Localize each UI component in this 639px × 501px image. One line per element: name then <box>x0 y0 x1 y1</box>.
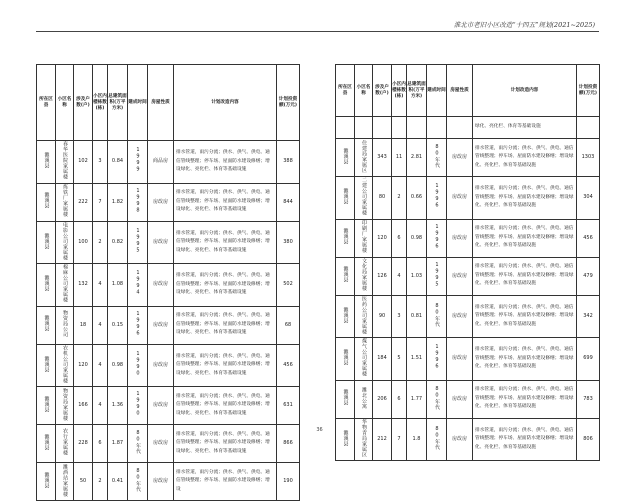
cell-content: 排水管道，雨污分流；供水、供气、供电、通信管线整理；停车场、屋面防水建设修缮；增设绿化、亮化栏、体育等基础设施 <box>174 306 277 344</box>
cell-year <box>427 295 447 338</box>
cell-investment: 844 <box>277 183 300 221</box>
cell-nature: 房改房 <box>148 183 174 221</box>
col-buildings: 小区内楼栋数(栋) <box>392 65 407 117</box>
cell-area: 1.82 <box>108 183 128 221</box>
cell-district <box>37 306 56 344</box>
cell-district <box>336 295 355 338</box>
name-text: 春华医院家属楼 <box>62 141 68 180</box>
cell-households: 228 <box>74 425 93 463</box>
col-area: 总建筑面积(万平方米) <box>108 65 128 141</box>
cell-investment: 456 <box>277 344 300 387</box>
col-households: 涉及户数(户) <box>373 65 392 117</box>
cell-households: 206 <box>373 380 392 418</box>
col-content: 计划改造内容 <box>473 65 577 117</box>
district-text: 濉溪县 <box>43 275 50 292</box>
cell-district <box>37 141 56 184</box>
table-row <box>37 221 300 264</box>
header-divider <box>36 31 599 32</box>
cell-district <box>336 380 355 418</box>
cell-year <box>427 380 447 418</box>
cell-area: 0.82 <box>108 221 128 264</box>
cell-nature: 房改房 <box>447 418 473 461</box>
year-text: 1996 <box>434 223 440 250</box>
district-text: 濉溪县 <box>342 188 349 205</box>
cell-investment: 68 <box>277 306 300 344</box>
cell-year <box>128 463 148 501</box>
cell-content: 排水管道，雨污分流；供水、供气、供电、通信管线整理；停车场、屋面防水建设修缮；增设绿化、亮化栏、体育等基础设施 <box>473 380 577 418</box>
right-table <box>335 64 600 461</box>
cell-buildings: 7 <box>93 183 108 221</box>
cell-content: 排水管道，雨污分流；供水、供气、供电、通信管线整理；停车场、屋面防水建设修缮；增设绿化、亮化栏、体育等基础设施 <box>473 338 577 381</box>
cell-district <box>336 139 355 177</box>
cell-district <box>336 338 355 381</box>
name-text: 住建局家属区 <box>361 139 367 173</box>
name-text: 医药公司家属楼 <box>361 295 367 334</box>
cell-investment: 502 <box>277 264 300 307</box>
col-investment: 计划投资额(万元) <box>277 65 300 141</box>
cell-district <box>37 183 56 221</box>
cell-content: 排水管道，雨污分流；供水、供气、供电、通信管线整理；停车场、屋面防水建设修缮；增设绿化、亮化栏、体育等基础设施 <box>174 183 277 221</box>
district-text: 濉溪县 <box>342 228 349 245</box>
table-row <box>336 418 600 461</box>
cell-name <box>355 139 373 177</box>
cell-households: 102 <box>74 141 93 184</box>
name-text: 农行家属楼 <box>62 428 68 456</box>
year-text: 1996 <box>434 344 440 371</box>
cell-name <box>355 219 373 257</box>
name-text: 印刷厂家属楼 <box>361 220 367 253</box>
cell-investment: 479 <box>577 257 600 295</box>
cell-nature: 房改房 <box>447 177 473 220</box>
cell-name <box>355 418 373 461</box>
cell-nature: 房改房 <box>447 338 473 381</box>
table-row <box>336 295 600 338</box>
year-text: 1996 <box>135 310 141 337</box>
col-nature: 房屋性质 <box>148 65 174 141</box>
cell-households: 126 <box>373 257 392 295</box>
cell-district <box>336 219 355 257</box>
district-text: 濉溪县 <box>43 355 50 372</box>
cell-investment: 456 <box>577 219 600 257</box>
district-text: 濉溪县 <box>342 429 349 446</box>
page-number: 36 <box>316 427 323 433</box>
cell-investment: 304 <box>577 177 600 220</box>
cell-nature: 房改房 <box>148 221 174 264</box>
col-name: 小区名称 <box>56 65 74 141</box>
cell-district <box>336 257 355 295</box>
cell-district <box>37 344 56 387</box>
district-text: 濉溪县 <box>342 306 349 323</box>
cell-households: 166 <box>74 387 93 425</box>
cell-households: 212 <box>373 418 392 461</box>
cell-buildings: 6 <box>93 425 108 463</box>
cell-households: 90 <box>373 295 392 338</box>
year-text: 80年代 <box>135 468 141 492</box>
cell-content: 排水管道，雨污分流；供水、供气、供电、通信管线整理；停车场、屋面防水建设修缮；增设绿化、亮化栏、体育等基础设施 <box>174 221 277 264</box>
cell-year <box>128 141 148 184</box>
col-households: 涉及户数(户) <box>74 65 93 141</box>
year-text: 80年代 <box>434 385 440 410</box>
cell-area: 1.8 <box>407 418 427 461</box>
cell-content: 排水管道，雨污分流；供水、供气、供电、通信管线整理；停车场、屋面防水建设修缮；增设绿化、亮化栏、体育等基础设施 <box>473 219 577 257</box>
table-row <box>37 264 300 307</box>
table-row <box>336 380 600 418</box>
year-text: 1995 <box>135 227 141 254</box>
cell-content: 排水管道，雨污分流；供水、供气、供电、通信管线整理；停车场、屋面防水建设修缮；增设绿化、亮化栏、体育等基础设施 <box>473 418 577 461</box>
cell-households: 222 <box>74 183 93 221</box>
table-header-row <box>37 65 300 141</box>
cell-area: 1.08 <box>108 264 128 307</box>
cell-name <box>56 463 74 501</box>
cell-households: 120 <box>74 344 93 387</box>
district-text: 濉溪县 <box>43 395 50 413</box>
cell-investment: 699 <box>577 338 600 381</box>
cell-buildings: 4 <box>93 387 108 425</box>
cell-nature: 房改房 <box>447 139 473 177</box>
col-name: 小区名称 <box>355 65 373 117</box>
year-text: 80年代 <box>135 430 141 454</box>
cell-area: 0.98 <box>407 219 427 257</box>
table-header-row <box>336 65 600 117</box>
cell-content: 排水管道，雨污分流；供水、供气、供电、通信管线整理；停车场、屋面防水建设修缮；增设绿化、亮化栏、体育等基础设施 <box>473 257 577 295</box>
name-text: 濉北公寓 <box>361 386 367 409</box>
cell-content: 排水管道，雨污分流；供水、供气、供电、通信管线整理；停车场、屋面防水建设修缮；增设绿化、亮化栏、体育等基础设施 <box>174 425 277 463</box>
name-text: 物资局家属楼 <box>62 387 68 421</box>
col-year: 建成时间 <box>128 65 148 141</box>
district-text: 濉溪县 <box>43 192 50 209</box>
district-text: 濉溪县 <box>43 471 50 489</box>
cell-households: 100 <box>74 221 93 264</box>
cell-investment: 1303 <box>577 139 600 177</box>
year-text: 1990 <box>135 391 141 417</box>
cell-content: 排水管道，雨污分流；供水、供气、供电、通信管线整理；停车场、屋面防水建设修缮；增设绿化、亮化栏、体育等基础设施 <box>174 387 277 425</box>
cell-name <box>56 344 74 387</box>
table-row <box>37 141 300 184</box>
cell-investment: 783 <box>577 380 600 418</box>
cell-content: 排水管道，雨污分流；供水、供气、供电、通信管线整理；停车场、屋面防水建设修缮；增设绿化、亮化栏、体育等基础设施 <box>473 177 577 220</box>
cell-investment: 631 <box>277 387 300 425</box>
cell-district <box>37 387 56 425</box>
col-year: 建成时间 <box>427 65 447 117</box>
cell-district <box>336 418 355 461</box>
district-text: 濉溪县 <box>342 389 349 406</box>
cell-content: 排水管道，雨污分流；供水、供气、供电、通信管线整理；停车场、屋面防水建设修缮；增设绿化、亮化栏、体育等基础设施 <box>174 141 277 184</box>
name-text: 濉酒站家属楼 <box>62 463 68 497</box>
cell-name <box>355 338 373 381</box>
cell-buildings: 11 <box>392 139 407 177</box>
table-row <box>336 139 600 177</box>
cell-name <box>56 141 74 184</box>
cell-area: 0.15 <box>108 306 128 344</box>
cell-district <box>37 264 56 307</box>
cell-investment: 388 <box>277 141 300 184</box>
table-row <box>336 177 600 220</box>
year-text: 1998 <box>135 187 141 214</box>
cell-district <box>37 221 56 264</box>
cell-buildings: 2 <box>93 463 108 501</box>
col-district: 所在区县 <box>336 65 355 117</box>
cell-investment: 806 <box>577 418 600 461</box>
cell-year <box>427 418 447 461</box>
district-text: 濉溪县 <box>43 315 50 332</box>
cell-nature: 房改房 <box>148 344 174 387</box>
cell-buildings: 2 <box>93 221 108 264</box>
cell-nature: 房改房 <box>148 425 174 463</box>
cell-investment: 190 <box>277 463 300 501</box>
cell-households: 132 <box>74 264 93 307</box>
cell-year <box>128 306 148 344</box>
cell-name <box>355 177 373 220</box>
table-row <box>336 257 600 295</box>
continuation-content: 绿化、亮化栏、体育等基础设施 <box>473 117 577 139</box>
col-nature: 房屋性质 <box>447 65 473 117</box>
district-text: 濉溪县 <box>342 266 349 283</box>
cell-area: 0.66 <box>407 177 427 220</box>
cell-area: 1.36 <box>108 387 128 425</box>
cell-name <box>355 295 373 338</box>
cell-investment: 866 <box>277 425 300 463</box>
table-row <box>37 387 300 425</box>
cell-content: 排水管道，雨污分流；供水、供气、供电、通信管线整理；停车场、屋面防水建设修缮；增设绿化、亮化栏、体育等基础设施 <box>473 139 577 177</box>
cell-nature: 房改房 <box>148 264 174 307</box>
col-content: 计划改造内容 <box>174 65 277 141</box>
cell-buildings: 6 <box>392 380 407 418</box>
cell-area: 0.98 <box>108 344 128 387</box>
cell-nature: 房改房 <box>148 463 174 501</box>
cell-content: 排水管道，雨污分流；供水、供气、供电、通信管线整理；停车场、屋面防水建设修缮；增设绿化、亮化栏、体育等基础设施 <box>473 295 577 338</box>
cell-investment: 380 <box>277 221 300 264</box>
year-text: 80年代 <box>434 144 440 168</box>
table-row <box>37 306 300 344</box>
cell-nature: 房改房 <box>447 380 473 418</box>
cell-households: 184 <box>373 338 392 381</box>
district-text: 濉溪县 <box>43 152 50 169</box>
district-text: 濉溪县 <box>342 349 349 366</box>
col-buildings: 小区内楼栋数(栋) <box>93 65 108 141</box>
year-text: 1996 <box>434 183 440 210</box>
cell-year <box>128 264 148 307</box>
cell-nature: 商品房 <box>148 141 174 184</box>
cell-area: 0.81 <box>407 295 427 338</box>
cell-name <box>56 264 74 307</box>
cell-buildings: 2 <box>392 177 407 220</box>
table-row <box>37 344 300 387</box>
cell-households: 80 <box>373 177 392 220</box>
cell-households: 50 <box>74 463 93 501</box>
table-row <box>37 463 300 501</box>
name-text: 煤气公司家属楼 <box>361 338 367 377</box>
year-text: 1999 <box>135 147 141 174</box>
cell-nature: 房改房 <box>148 306 174 344</box>
cell-area: 1.51 <box>407 338 427 381</box>
name-text: 炼铁厂家属楼 <box>62 184 68 217</box>
cell-year <box>427 177 447 220</box>
continuation-row <box>336 117 600 139</box>
cell-content: 排水管道，雨污分流；供水、供气、供电、通信管线整理；停车场、屋面防水建设修缮；增设 <box>174 463 277 501</box>
table-row <box>336 219 600 257</box>
col-area: 总建筑面积(万平方米) <box>407 65 427 117</box>
cell-name <box>56 306 74 344</box>
cell-buildings: 4 <box>392 257 407 295</box>
name-text: 二建公司家属楼 <box>361 177 367 216</box>
cell-district <box>336 177 355 220</box>
cell-year <box>128 344 148 387</box>
cell-buildings: 4 <box>93 306 108 344</box>
col-investment: 计划投资额(万元) <box>577 65 600 117</box>
left-table <box>36 64 300 501</box>
cell-year <box>427 139 447 177</box>
cell-area: 2.81 <box>407 139 427 177</box>
cell-year <box>427 338 447 381</box>
col-district: 所在区县 <box>37 65 56 141</box>
name-text: 物资局公司 <box>62 309 68 338</box>
cell-name <box>355 380 373 418</box>
name-text: 电影公司家属楼 <box>62 221 68 260</box>
cell-district <box>37 463 56 501</box>
cell-nature: 房改房 <box>148 387 174 425</box>
cell-buildings: 6 <box>392 219 407 257</box>
cell-nature: 房改房 <box>447 295 473 338</box>
cell-buildings: 5 <box>392 338 407 381</box>
cell-year <box>128 221 148 264</box>
cell-content: 排水管道，雨污分流；供水、供气、供电、通信管线整理；停车场、屋面防水建设修缮；增设绿化、亮化栏、体育等基础设施 <box>174 344 277 387</box>
cell-investment: 342 <box>577 295 600 338</box>
cell-name <box>56 221 74 264</box>
cell-area: 1.87 <box>108 425 128 463</box>
cell-area: 1.03 <box>407 257 427 295</box>
district-text: 濉溪县 <box>43 232 50 249</box>
cell-year <box>128 387 148 425</box>
year-text: 1995 <box>434 261 440 288</box>
cell-households: 120 <box>373 219 392 257</box>
cell-name <box>355 257 373 295</box>
cell-area: 0.41 <box>108 463 128 501</box>
cell-name <box>56 387 74 425</box>
cell-year <box>427 219 447 257</box>
cell-nature: 房改房 <box>447 219 473 257</box>
document-header-title: 淮北市老旧小区改造“十四五”规划(2021~2025) <box>453 21 595 29</box>
table-row <box>37 183 300 221</box>
table-row <box>336 338 600 381</box>
year-text: 80年代 <box>434 425 440 450</box>
cell-year <box>427 257 447 295</box>
year-text: 80年代 <box>434 302 440 327</box>
cell-buildings: 3 <box>392 295 407 338</box>
cell-area: 1.77 <box>407 380 427 418</box>
year-text: 1990 <box>135 350 141 377</box>
name-text: 文化局家属楼 <box>361 258 367 291</box>
name-text: 华物青局家属区 <box>361 418 367 457</box>
cell-content: 排水管道，雨污分流；供水、供气、供电、通信管线整理；停车场、屋面防水建设修缮；增设绿化、亮化栏、体育等基础设施 <box>174 264 277 307</box>
cell-buildings: 4 <box>93 264 108 307</box>
name-text: 农机公司家属楼 <box>62 344 68 383</box>
district-text: 濉溪县 <box>43 433 50 451</box>
cell-name <box>56 183 74 221</box>
cell-nature: 房改房 <box>447 257 473 295</box>
name-text: 棉麻公司家属楼 <box>62 264 68 303</box>
cell-area: 0.84 <box>108 141 128 184</box>
cell-buildings: 3 <box>93 141 108 184</box>
cell-households: 343 <box>373 139 392 177</box>
cell-households: 18 <box>74 306 93 344</box>
district-text: 濉溪县 <box>342 147 349 165</box>
cell-buildings: 7 <box>392 418 407 461</box>
year-text: 1994 <box>135 270 141 297</box>
cell-year <box>128 183 148 221</box>
cell-buildings: 4 <box>93 344 108 387</box>
